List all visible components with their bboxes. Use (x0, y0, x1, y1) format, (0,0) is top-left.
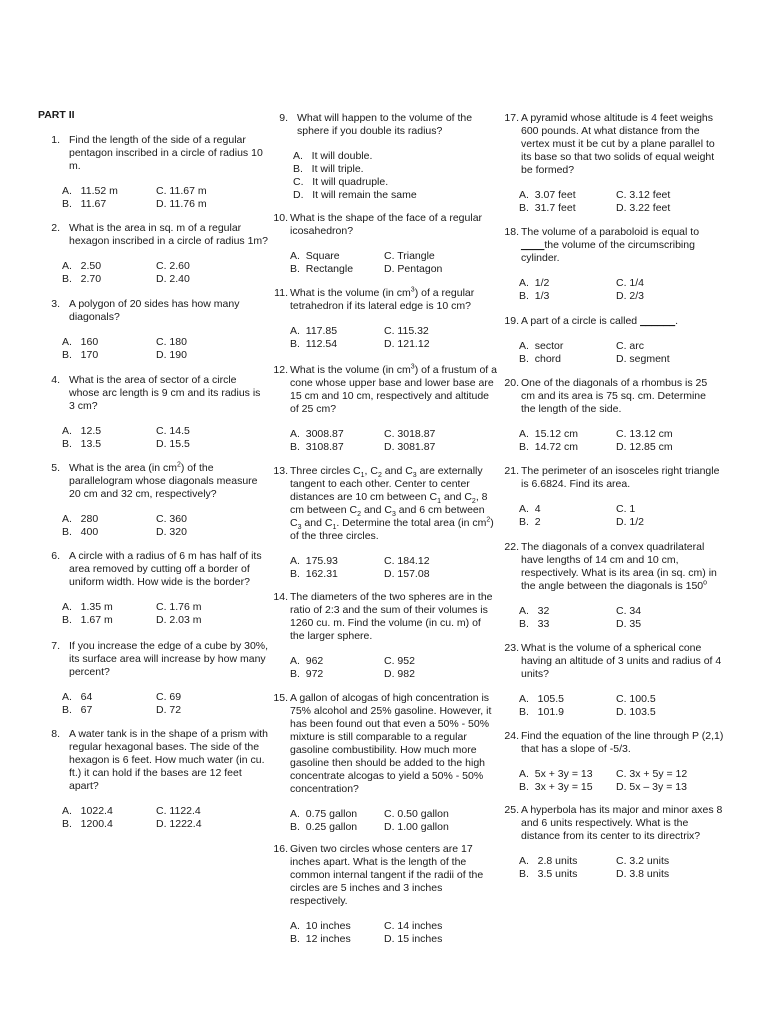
question-text: If you increase the edge of a cube by 30%, its surface area will increase by how many percent? (69, 640, 269, 678)
option-a: A. 117.85 (290, 325, 338, 337)
option-a: A. 11.52 m (62, 185, 118, 197)
option-b: B. Rectangle (290, 263, 354, 275)
option-b: B. 33 (519, 618, 550, 630)
option-a: A. 12.5 (62, 425, 102, 437)
question-text: What is the volume (in $cm^3$) of a frustum of a cone whose upper base and lower base are 15 cm and 10 cm, respectively and altitude of 25 cm? (290, 363, 497, 415)
option-d: D. 320 (156, 526, 187, 538)
option-a: A. 5x + 3y = 13 (519, 768, 593, 780)
question-9 (271, 112, 501, 202)
question-text: The perimeter of an isosceles right triangle is 6.6824. Find its area. (521, 465, 720, 490)
option-c: C. 3.12 feet (616, 189, 671, 201)
option-c: C. 3x + 5y = 12 (616, 768, 688, 780)
question-24 (502, 730, 727, 794)
question-5 (38, 462, 266, 539)
option-a: A. 175.93 (290, 555, 338, 567)
question-text: A circle with a radius of 6 m has half of its area removed by cutting off a border of uniform width. How wide is the border? (69, 550, 262, 588)
option-d: D. 3.22 feet (616, 202, 671, 214)
option-a: A. 962 (290, 655, 324, 667)
option-b: B. It will triple. (293, 163, 364, 175)
answer-options (62, 601, 266, 627)
option-d: D. 1222.4 (156, 818, 202, 830)
answer-options (62, 805, 273, 831)
option-c: C. It will quadruple. (293, 176, 389, 188)
question-number: 10. (273, 212, 288, 224)
option-b: B. 2 (519, 516, 541, 528)
answer-options (62, 425, 266, 451)
question-7 (38, 640, 273, 717)
question-number: 4. (51, 374, 60, 386)
answer-options (293, 150, 501, 202)
option-c: C. 14.5 (156, 425, 190, 437)
question-16 (271, 843, 497, 946)
option-d: D. 3081.87 (384, 441, 436, 453)
question-number: 22. (504, 541, 519, 553)
option-b: B. 1/3 (519, 290, 550, 302)
option-d: D. 15 inches (384, 933, 443, 945)
question-text: What is the shape of the face of a regular icosahedron? (290, 212, 483, 237)
question-2 (38, 222, 273, 286)
question-text: A water tank is in the shape of a prism with regular hexagonal bases. The side of the hexagon is 6 feet. How much water (in cu. ft.) it can hold if the bases are 12 feet apart? (69, 728, 269, 792)
option-b: B. 13.5 (62, 438, 102, 450)
option-d: D. segment (616, 353, 670, 365)
question-text: A gallon of alcogas of high concentration is 75% alcohol and 25% gasoline. However, it has been found out that even a 50% - 50% mixture is still comparable to a regular gasoline combustibility. How much more gasoline then should be added to the high concentrate alcogas to yield a 50% - 50% concentration? (290, 692, 492, 795)
question-8 (38, 728, 273, 831)
option-d: D. 2/3 (616, 290, 645, 302)
option-b: B. 1200.4 (62, 818, 113, 830)
question-number: 16. (273, 843, 288, 855)
question-text: The diagonals of a convex quadrilateral have lengths of 14 cm and 10 cm, respectively. What is its area (in sq. cm) in the angle between the diagonals is 150$^o$ (521, 541, 717, 592)
option-b: B. 67 (62, 704, 93, 716)
question-20 (502, 377, 722, 454)
question-23 (502, 642, 727, 719)
answer-options (290, 555, 497, 581)
question-1 (38, 134, 273, 211)
answer-options (290, 920, 497, 946)
option-d: D. 3.8 units (616, 868, 670, 880)
option-d: D. 2.03 m (156, 614, 202, 626)
option-b: B. 162.31 (290, 568, 338, 580)
option-d: D. 72 (156, 704, 182, 716)
option-c: C. 69 (156, 691, 182, 703)
answer-options (62, 336, 253, 362)
question-number: 15. (273, 692, 288, 704)
option-c: C. 0.50 gallon (384, 808, 449, 820)
option-b: B. 1.67 m (62, 614, 113, 626)
question-15 (271, 692, 497, 834)
question-text: What is the area of sector of a circle whose arc length is 9 cm and its radius is 3 cm? (69, 374, 261, 412)
option-a: A. 64 (62, 691, 93, 703)
question-number: 6. (51, 550, 60, 562)
question-25 (502, 804, 727, 881)
question-13 (271, 465, 497, 581)
option-d: D. 1.00 gallon (384, 821, 449, 833)
option-b: B. 3.5 units (519, 868, 578, 880)
question-text: Find the equation of the line through P (2,1) that has a slope of -5/3. (521, 730, 724, 755)
answer-options (62, 513, 266, 539)
question-number: 20. (504, 377, 519, 389)
question-text: A hyperbola has its major and minor axes 8 and 6 units respectively. What is the distance from its center to its directrix? (521, 804, 723, 842)
option-c: C. 3018.87 (384, 428, 436, 440)
question-text: A polygon of 20 sides has how many diagonals? (69, 298, 240, 323)
option-a: A. 10 inches (290, 920, 351, 932)
option-d: D. 982 (384, 668, 415, 680)
answer-options (290, 655, 497, 681)
option-b: B. 3108.87 (290, 441, 344, 453)
question-17 (502, 112, 722, 215)
option-a: A. Square (290, 250, 340, 262)
question-number: 14. (273, 591, 288, 603)
option-c: C. 1.76 m (156, 601, 202, 613)
option-a: A. 2.8 units (519, 855, 578, 867)
option-b: B. 972 (290, 668, 324, 680)
option-a: A. 1022.4 (62, 805, 113, 817)
answer-options (62, 691, 273, 717)
option-c: C. 3.2 units (616, 855, 670, 867)
question-12 (271, 364, 497, 454)
option-d: D. 103.5 (616, 706, 656, 718)
option-a: A. 32 (519, 605, 550, 617)
option-d: D. 15.5 (156, 438, 190, 450)
question-14 (271, 591, 497, 681)
question-number: 5. (51, 462, 60, 474)
question-text: A pyramid whose altitude is 4 feet weighs 600 pounds. At what distance from the vertex must it be cut by a plane parallel to its base so that two solids of equal weight be formed? (521, 112, 715, 176)
option-d: D. 12.85 cm (616, 441, 673, 453)
option-b: B. 12 inches (290, 933, 351, 945)
question-number: 1. (51, 134, 60, 146)
option-c: C. 1/4 (616, 277, 645, 289)
option-b: B. 31.7 feet (519, 202, 576, 214)
question-text: The volume of a paraboloid is equal to ____the volume of the circumscribing cylinder. (521, 226, 700, 264)
option-b: B. chord (519, 353, 562, 365)
answer-options (519, 340, 722, 366)
option-b: B. 170 (62, 349, 99, 361)
answer-blank: ____ (521, 239, 545, 251)
answer-options (519, 277, 722, 303)
answer-options (519, 503, 727, 529)
question-text: Three circles $C_1$, $C_2$ and $C_3$ are externally tangent to each other. Center to center distances are 10 cm between $C_1$ and $C_2$, 8 cm between $C_2$ and $C_3$ and 6 cm between $C_3$ and $C_1$. Determine the total area (in $cm^2$) of the three circles. (290, 465, 494, 542)
option-d: D. 157.08 (384, 568, 430, 580)
question-number: 19. (504, 315, 519, 327)
option-b: B. 11.67 (62, 198, 107, 210)
option-c: C. 13.12 cm (616, 428, 673, 440)
option-b: B. 101.9 (519, 706, 564, 718)
question-text: Given two circles whose centers are 17 inches apart. What is the length of the common internal tangent if the radii of the circles are 5 inches and 3 inches respectively. (290, 843, 484, 907)
option-a: A. 1.35 m (62, 601, 113, 613)
option-b: B. 3x + 3y = 15 (519, 781, 593, 793)
option-a: A. 15.12 cm (519, 428, 578, 440)
question-text: What will happen to the volume of the sphere if you double its radius? (297, 112, 473, 137)
question-3 (38, 298, 253, 362)
option-d: D. 11.76 m (156, 198, 207, 210)
part-title: PART II (38, 109, 75, 121)
question-text: Find the length of the side of a regular pentagon inscribed in a circle of radius 10 m. (69, 134, 263, 172)
option-c: C. 360 (156, 513, 187, 525)
answer-options (519, 768, 727, 794)
question-text: What is the volume of a spherical cone having an altitude of 3 units and radius of 4 units? (521, 642, 722, 680)
option-c: C. 14 inches (384, 920, 443, 932)
answer-options (519, 693, 727, 719)
option-b: B. 112.54 (290, 338, 338, 350)
option-a: A. 1/2 (519, 277, 550, 289)
option-c: C. 115.32 (384, 325, 429, 337)
option-a: A. 3008.87 (290, 428, 344, 440)
question-22 (502, 541, 727, 631)
option-a: A. 3.07 feet (519, 189, 576, 201)
option-c: C. 952 (384, 655, 415, 667)
question-number: 2. (51, 222, 60, 234)
option-c: C. 1122.4 (156, 805, 201, 817)
question-number: 17. (504, 112, 519, 124)
answer-options (290, 325, 493, 351)
answer-blank: ______ (640, 315, 676, 327)
answer-options (290, 808, 497, 834)
option-a: A. 160 (62, 336, 99, 348)
question-number: 18. (504, 226, 519, 238)
question-text: What is the volume (in $cm^3$) of a regular tetrahedron if its lateral edge is 10 cm? (290, 286, 475, 312)
question-number: 24. (504, 730, 519, 742)
question-number: 11. (274, 287, 288, 299)
option-c: C. 180 (156, 336, 187, 348)
option-b: B. 400 (62, 526, 99, 538)
option-a: A. 0.75 gallon (290, 808, 358, 820)
question-18 (502, 226, 722, 303)
option-d: D. 35 (616, 618, 642, 630)
answer-options (290, 250, 493, 276)
question-21 (502, 465, 727, 529)
question-6 (38, 550, 266, 627)
option-d: D. It will remain the same (293, 189, 417, 201)
answer-options (62, 185, 273, 211)
question-text: A part of a circle is called ______. (521, 315, 679, 327)
question-number: 13. (273, 465, 288, 477)
question-number: 12. (273, 364, 288, 376)
option-a: A. 4 (519, 503, 541, 515)
option-a: A. 105.5 (519, 693, 564, 705)
option-c: C. 184.12 (384, 555, 430, 567)
option-c: C. 100.5 (616, 693, 656, 705)
option-c: C. 34 (616, 605, 642, 617)
option-b: B. 2.70 (62, 273, 102, 285)
question-4 (38, 374, 266, 451)
question-number: 25. (504, 804, 519, 816)
option-c: C. 2.60 (156, 260, 190, 272)
answer-options (290, 428, 497, 454)
question-text: What is the area in sq. m of a regular hexagon inscribed in a circle of radius 1m? (69, 222, 269, 247)
option-c: C. 1 (616, 503, 636, 515)
question-text: One of the diagonals of a rhombus is 25 cm and its area is 75 sq. cm. Determine the length of the side. (521, 377, 708, 415)
option-d: D. 2.40 (156, 273, 190, 285)
option-a: A. It will double. (293, 150, 373, 162)
answer-options (519, 605, 727, 631)
option-a: A. 2.50 (62, 260, 102, 272)
question-number: 21. (504, 465, 519, 477)
question-number: 7. (51, 640, 60, 652)
answer-options (519, 855, 727, 881)
option-c: C. arc (616, 340, 645, 352)
option-c: C. Triangle (384, 250, 435, 262)
option-d: D. 5x – 3y = 13 (616, 781, 687, 793)
option-b: B. 0.25 gallon (290, 821, 358, 833)
question-19 (502, 315, 722, 366)
answer-options (519, 189, 722, 215)
option-a: A. sector (519, 340, 564, 352)
option-a: A. 280 (62, 513, 99, 525)
question-number: 3. (51, 298, 60, 310)
question-10 (271, 212, 493, 276)
question-number: 9. (279, 112, 288, 124)
question-11 (271, 287, 493, 351)
answer-options (519, 428, 722, 454)
option-d: D. 1/2 (616, 516, 645, 528)
option-d: D. 190 (156, 349, 187, 361)
answer-options (62, 260, 273, 286)
question-number: 23. (504, 642, 519, 654)
question-number: 8. (51, 728, 60, 740)
option-c: C. 11.67 m (156, 185, 207, 197)
option-d: D. Pentagon (384, 263, 443, 275)
question-text: The diameters of the two spheres are in the ratio of 2:3 and the sum of their volumes is 1260 cu. m. Find the volume (in cu. m) of the larger sphere. (290, 591, 493, 642)
option-b: B. 14.72 cm (519, 441, 578, 453)
option-d: D. 121.12 (384, 338, 430, 350)
question-text: What is the area (in $cm^2$) of the parallelogram whose diagonals measure 20 cm and 32 cm, respectively? (69, 461, 258, 500)
